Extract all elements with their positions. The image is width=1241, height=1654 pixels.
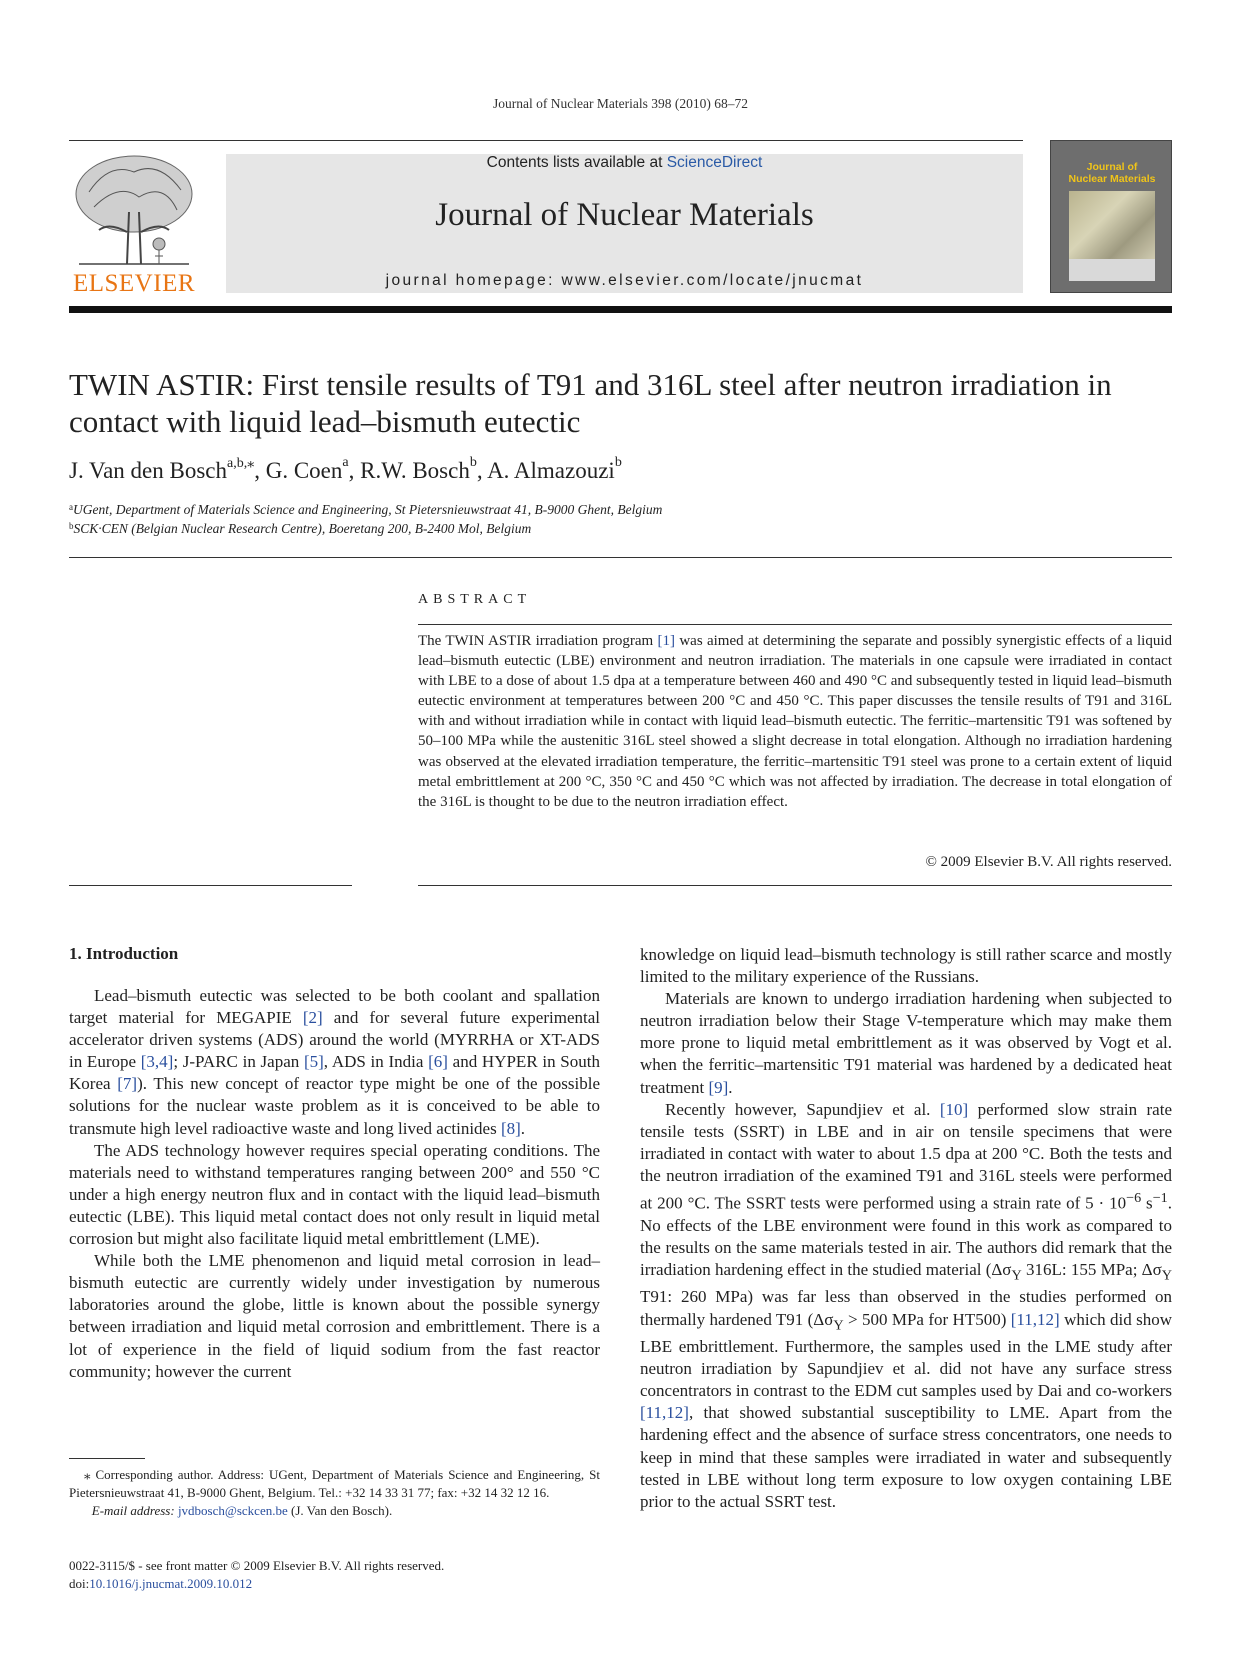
footnote-email xyxy=(69,1502,600,1520)
running-citation: Journal of Nuclear Materials 398 (2010) 68–72 xyxy=(493,96,748,111)
footnote-address xyxy=(69,1466,600,1502)
abstract-heading: ABSTRACT xyxy=(418,592,532,607)
reference-link[interactable]: [11,12] xyxy=(1010,1309,1060,1329)
affiliation-text: SCK·CEN (Belgian Nuclear Research Centre), Boeretang 200, B-2400 Mol, Belgium xyxy=(73,521,532,536)
author-name: R.W. Bosch xyxy=(360,458,470,483)
body-column-left xyxy=(69,985,600,1383)
contents-line xyxy=(226,154,1023,172)
elsevier-wordmark: ELSEVIER xyxy=(72,270,196,297)
reference-link[interactable]: [9] xyxy=(708,1077,729,1097)
doi-line xyxy=(69,1575,444,1593)
header-thick-rule xyxy=(69,306,1172,313)
doi-link[interactable]: 10.1016/j.jnucmat.2009.10.012 xyxy=(89,1576,253,1591)
text-run: , ADS in India xyxy=(323,1052,429,1072)
affiliation-mark: b xyxy=(69,521,74,531)
text-run: T91: 260 MPa) was far less than observed in the studies performed on thermally hardened T91 (Δσ xyxy=(640,1287,1172,1329)
tree-icon xyxy=(69,152,199,270)
reference-link[interactable]: [7] xyxy=(117,1074,138,1094)
reference-link[interactable]: [6] xyxy=(428,1052,448,1072)
cover-title xyxy=(1051,161,1173,185)
abstract-bottom-rule-right xyxy=(418,885,1172,886)
abstract-text xyxy=(418,631,1172,812)
footnote-text: Corresponding author. Address: UGent, Department of Materials Science and Engineering, St Pietersnieuwstraat 41, B-9000 Ghent, Belgium. Tel.: +32 14 33 31 77; fax: +32 14 32 12 16. xyxy=(69,1467,600,1500)
email-label: E-mail address: xyxy=(91,1503,178,1518)
author-affil-mark: a xyxy=(342,455,349,470)
subscript: Y xyxy=(833,1316,844,1333)
doi-prefix: doi: xyxy=(69,1576,90,1591)
reference-link[interactable]: [8] xyxy=(500,1118,521,1138)
text-run: ; J-PARC in Japan xyxy=(173,1052,304,1072)
abstract-bottom-rule-left xyxy=(69,885,352,886)
reference-link[interactable]: [1] xyxy=(657,633,676,649)
text-run: and for several future experimental accelerator driven systems (ADS) around the world (MYRRHA or XT-ADS in Europe xyxy=(69,1008,600,1072)
cover-footer xyxy=(1069,259,1155,281)
author-list: J. Van den Bosch$^{a,b,⁎}$, G. Coen$^a$, R.W. Bosch$^b$, A. Almazouzi$^b$ xyxy=(69,455,622,483)
affiliation-text: UGent, Department of Materials Science and Engineering, St Pietersnieuwstraat 41, B-9000 Ghent, Belgium xyxy=(73,502,663,517)
paragraph: The ADS technology however requires special operating conditions. The materials need to withstand temperatures ranging between 200° and 550 °C under a high energy neutron flux and in contact with the liquid lead–bismuth eutectic (LBE). This liquid metal contact does not only result in liquid metal corrosion but might also facilitate liquid metal embrittlement (LME). xyxy=(69,1140,600,1249)
text-run: , that showed substantial susceptibility to LME. Apart from the hardening effect and the absence of surface stress concentrators, one needs to keep in mind that these samples were irradiated in water and subsequently tested in LBE without long term exposure to low oxygen containing LBE prior to the actual SSRT test. xyxy=(640,1403,1172,1511)
abstract-copyright: © 2009 Elsevier B.V. All rights reserved. xyxy=(925,854,1172,870)
text-run: and HYPER in South Korea xyxy=(69,1052,600,1094)
text-run: ). This new concept of reactor type might be one of the possible solutions for the nuclear waste problem as it is conceived to be able to transmute high level radioactive waste and long lived actinides xyxy=(69,1074,600,1138)
author-affil-mark: b xyxy=(469,455,477,470)
paragraph xyxy=(640,1099,1172,1513)
abstract-text-part: The TWIN ASTIR irradiation program xyxy=(418,633,658,649)
text-run: 316L: 155 MPa; Δσ xyxy=(1021,1259,1162,1279)
email-suffix: (J. Van den Bosch). xyxy=(287,1503,393,1518)
author-name: A. Almazouzi xyxy=(487,458,615,483)
text-run: Recently however, Sapundjiev et al. xyxy=(665,1099,940,1119)
text-run: Lead–bismuth eutectic was selected to be both coolant and spallation target material for MEGAPIE xyxy=(69,986,600,1028)
paragraph: While both the LME phenomenon and liquid metal corrosion in lead–bismuth eutectic are currently widely under investigation by numerous laboratories around the globe, little is known about the possible synergy between irradiation and liquid metal corrosion and embrittlement. There is a lot of experience in the field of liquid sodium from the fast reactor community; however the current xyxy=(69,1251,600,1381)
cover-image xyxy=(1069,191,1155,259)
text-run: performed slow strain rate tensile tests (SSRT) in LBE and in air on tensile specimens that were irradiated in contact with water to about 1.5 dpa at 200 °C. Both the tests and the neutron irradiation of the examined T91 and 316L steels were performed at 200 °C. The SSRT tests were performed using a strain rate of 5 · 10 xyxy=(640,1099,1172,1213)
text-run: > 500 MPa for HT500) xyxy=(843,1309,1011,1329)
text-run: . xyxy=(520,1118,526,1138)
journal-homepage[interactable]: journal homepage: www.elsevier.com/locate/jnucmat xyxy=(385,272,864,289)
author-name: J. Van den Bosch xyxy=(69,458,228,483)
journal-name: Journal of Nuclear Materials xyxy=(435,197,814,233)
reference-link[interactable]: [2] xyxy=(302,1008,323,1028)
paragraph xyxy=(640,988,1172,1098)
affiliation-rule xyxy=(69,557,1172,558)
footnote-mark: ⁎ xyxy=(84,1467,91,1482)
email-link[interactable]: jvdbosch@sckcen.be xyxy=(177,1503,288,1518)
cover-title-line2: Nuclear Materials xyxy=(1068,173,1156,185)
reference-link[interactable]: [3,4] xyxy=(140,1052,174,1072)
author-name: G. Coen xyxy=(265,458,343,483)
superscript: −6 xyxy=(1126,1190,1142,1207)
contents-prefix: Contents lists available at xyxy=(486,154,667,171)
paragraph-continued: knowledge on liquid lead–bismuth technology is still rather scarce and mostly limited to the military experience of the Russians. xyxy=(640,945,1172,987)
subscript: Y xyxy=(1011,1267,1022,1284)
article-title: TWIN ASTIR: First tensile results of T91 and 316L steel after neutron irradiation in contact with liquid lead–bismuth eutectic xyxy=(69,367,1112,439)
subscript: Y xyxy=(1161,1267,1173,1284)
footnote-rule xyxy=(69,1458,145,1459)
front-matter-info xyxy=(69,1557,444,1593)
text-run: Materials are known to undergo irradiation hardening when subjected to neutron irradiation below their Stage V-temperature which may make them more prone to liquid metal embrittlement as it was observed by Vogt et al. when the ferritic–martensitic T91 material was hardened by a dedicated heat treatment xyxy=(640,989,1172,1097)
journal-cover-thumbnail xyxy=(1050,140,1172,293)
cover-title-line1: Journal of xyxy=(1086,161,1138,173)
affiliation-a xyxy=(69,502,1169,518)
superscript: −1 xyxy=(1152,1190,1168,1207)
affiliation-mark: a xyxy=(69,502,73,512)
reference-link[interactable]: [11,12] xyxy=(640,1403,689,1423)
text-run: . xyxy=(728,1077,733,1097)
issn-line: 0022-3115/$ - see front matter © 2009 Elsevier B.V. All rights reserved. xyxy=(69,1558,445,1573)
section-heading-introduction: 1. Introduction xyxy=(69,944,179,963)
reference-link[interactable]: [10] xyxy=(939,1099,969,1119)
author-affil-mark: b xyxy=(614,455,622,470)
abstract-rule xyxy=(418,624,1172,625)
sciencedirect-link[interactable]: ScienceDirect xyxy=(666,154,763,171)
corresponding-author-footnote xyxy=(69,1466,600,1520)
reference-link[interactable]: [5] xyxy=(303,1052,324,1072)
text-run: which did show LBE embrittlement. Furthermore, the samples used in the LME study after neutron irradiation by Sapundjiev et al. did not have any surface stress concentrators in contrast to the EDM cut samples used by Dai and co-workers xyxy=(640,1309,1172,1401)
affiliation-b xyxy=(69,521,1169,537)
text-run: s xyxy=(1141,1193,1153,1213)
text-run: . No effects of the LBE environment were found in this work as compared to the results on the same materials tested in air. The authors did remark that the irradiation hardening effect in the studied material (Δσ xyxy=(640,1193,1172,1279)
paragraph xyxy=(69,985,600,1140)
body-column-right xyxy=(640,944,1172,1513)
header-rule xyxy=(69,140,1023,141)
abstract-text-part: was aimed at determining the separate and possibly synergistic effects of a liquid lead–bismuth eutectic (LBE) environment and neutron irradiation. The materials in one capsule were irradiated in contact with LBE to a dose of about 1.5 dpa at a temperature between 460 and 490 °C and subsequently tested in liquid lead–bismuth eutectic environment at temperatures between 200 °C and 450 °C. This paper discusses the tensile results of T91 and 316L with and without irradiation while in contact with liquid lead–bismuth eutectic. The ferritic–martensitic T91 was softened by 50–100 MPa while the austenitic 316L steel showed a slight decrease in total elongation. Although no irradiation hardening was observed at the elevated irradiation temperature, the ferritic–martensitic T91 steel was prone to a certain extent of liquid metal embrittlement at 200 °C, 350 °C and 450 °C which was not affected by irradiation. The decrease in total elongation of the 316L is thought to be due to the neutron irradiation effect. xyxy=(418,633,1172,810)
author-affil-mark[interactable]: a,b,⁎ xyxy=(227,456,255,471)
